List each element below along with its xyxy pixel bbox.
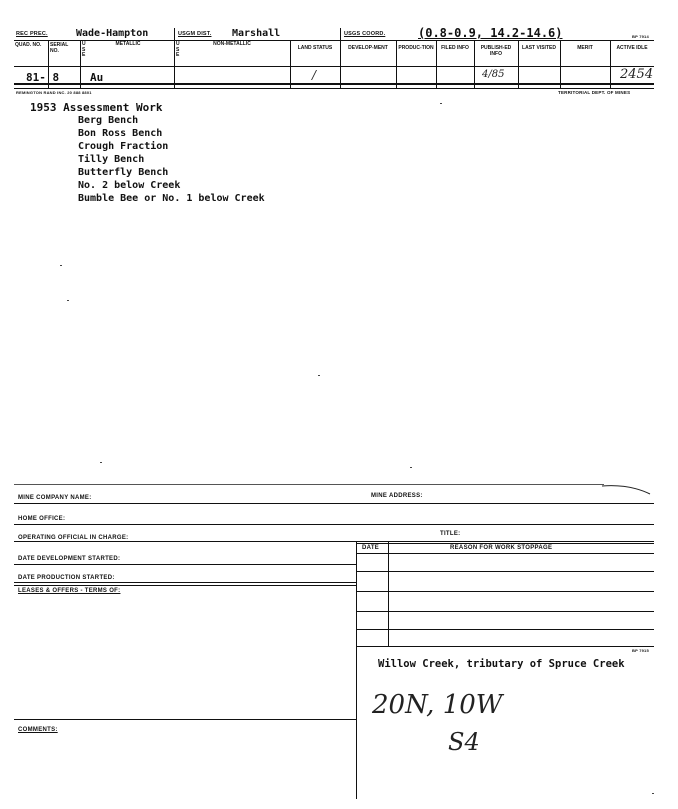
leases-offers-label: LEASES & OFFERS - TERMS OF: <box>18 588 121 594</box>
printer-imprint: REMINGTON RAND INC. 20 888 8801 <box>16 90 92 95</box>
col-development: DEVELOP-MENT <box>348 45 388 51</box>
date-column-header: DATE <box>362 545 380 551</box>
date-development-started-label: DATE DEVELOPMENT STARTED: <box>18 556 121 562</box>
claim-item: Bumble Bee or No. 1 below Creek <box>78 193 265 204</box>
rec-prec-value: Wade-Hampton <box>76 28 149 39</box>
form-code: BP 7914 <box>632 34 649 39</box>
scan-speck <box>318 375 320 376</box>
section-handwritten: S4 <box>448 728 480 756</box>
col-filed-info: FILED INFO <box>441 45 469 51</box>
col-serial-no: SERIAL NO. <box>50 42 69 54</box>
claim-item: Bon Ross Bench <box>78 128 163 139</box>
scan-speck <box>440 103 442 104</box>
date-production-started-label: DATE PRODUCTION STARTED: <box>18 575 115 581</box>
claim-item: No. 2 below Creek <box>78 180 181 191</box>
claim-item: Tilly Bench <box>78 154 145 165</box>
col-land-status: LAND STATUS <box>297 45 333 51</box>
scan-speck <box>60 265 62 266</box>
published-info-value: 4/85 <box>482 69 505 80</box>
form-code-2: BP 7915 <box>632 648 649 653</box>
comments-label: COMMENTS: <box>18 727 58 733</box>
quad-serial-value: 81- 8 <box>26 71 60 84</box>
col-use-2: U S E <box>176 41 180 58</box>
claim-item: Butterfly Bench <box>78 167 169 178</box>
claim-item: Berg Bench <box>78 115 139 126</box>
usgs-coord-value: (0.8-0.9, 14.2-14.6) <box>418 26 563 40</box>
claim-item: Crough Fraction <box>78 141 169 152</box>
col-production: PRODUC-TION <box>398 45 434 51</box>
col-active-idle: ACTIVE IDLE <box>616 45 648 51</box>
reason-column-header: REASON FOR WORK STOPPAGE <box>450 545 553 551</box>
usgm-dist-value: Marshall <box>232 28 281 39</box>
scan-speck <box>100 462 102 463</box>
mine-company-name-label: MINE COMPANY NAME: <box>18 495 92 501</box>
operating-official-label: OPERATING OFFICIAL IN CHARGE: <box>18 535 129 541</box>
corner-curl <box>600 478 652 498</box>
land-status-value: / <box>312 68 317 82</box>
title-label: TITLE: <box>440 531 461 537</box>
usgs-coord-label: USGS COORD. <box>344 31 386 37</box>
mine-address-label: MINE ADDRESS: <box>371 493 423 499</box>
scan-speck <box>652 793 654 794</box>
scan-speck <box>410 467 412 468</box>
col-non-metallic: NON-METALLIC <box>213 41 251 47</box>
scan-speck <box>67 300 69 301</box>
dept-imprint: TERRITORIAL DEPT. OF MINES <box>558 90 631 95</box>
township-range-handwritten: 20N, 10W <box>372 690 503 720</box>
col-metallic: METALLIC <box>115 41 141 47</box>
col-use-1: U S E <box>82 41 86 58</box>
rec-prec-label: REC PREC. <box>16 31 48 37</box>
col-last-visited: LAST VISITED <box>522 45 556 51</box>
year-line: 1953 Assessment Work <box>30 101 163 114</box>
active-idle-value: 2454 <box>620 67 654 82</box>
col-quad-no: QUAD. NO. <box>15 42 42 48</box>
usgm-dist-label: USGM DIST. <box>178 31 212 37</box>
home-office-label: HOME OFFICE: <box>18 516 66 522</box>
col-merit: MERIT <box>577 45 593 51</box>
metallic-value: Au <box>90 71 104 84</box>
location-note: Willow Creek, tributary of Spruce Creek <box>378 658 625 670</box>
col-published-info: PUBLISH-ED INFO <box>480 45 512 57</box>
